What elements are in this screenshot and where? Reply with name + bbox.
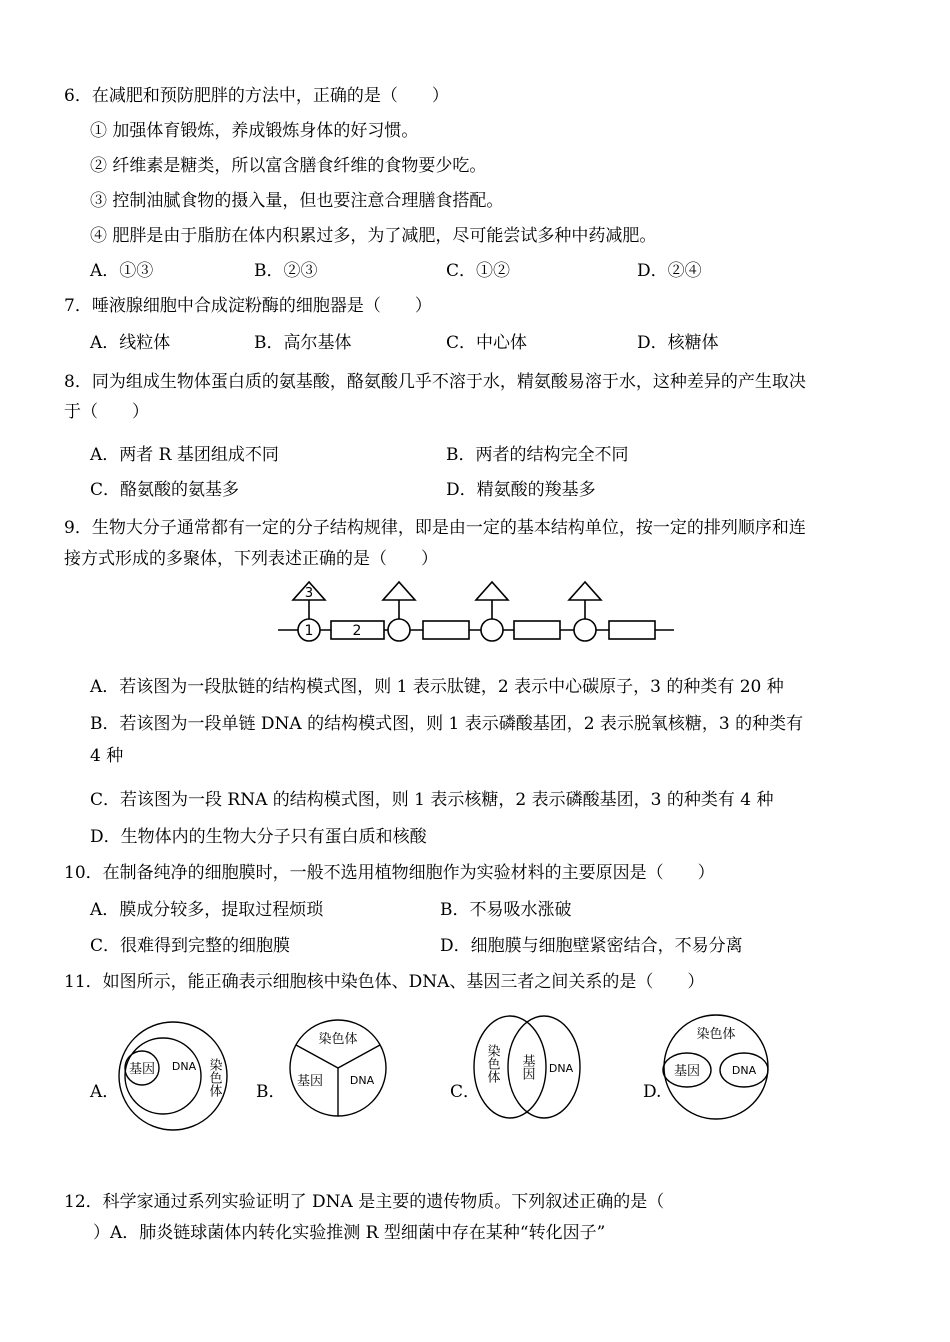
diagram-label-2: 2 [352, 623, 362, 639]
q11-option-c-label: C． [450, 1082, 481, 1102]
q9-option-b-line2: 4 种 [90, 746, 124, 766]
q8-option-b: B．两者的结构完全不同 [446, 445, 629, 465]
q8-option-c: C．酪氨酸的氨基多 [90, 480, 240, 500]
q6-item-4: ④ 肥胖是由于脂肪在体内积累过多，为了减肥，尽可能尝试多种中药减肥。 [90, 226, 657, 246]
q6-option-c: C．①② [446, 261, 511, 281]
q11-option-d-label: D. [643, 1082, 662, 1102]
q9-option-b-line1: B．若该图为一段单链 DNA 的结构模式图，则 1 表示磷酸基团，2 表示脱氧核糖，3 的种类有 [90, 714, 804, 734]
q12-line2: ）A．肺炎链球菌体内转化实验推测 R 型细菌中存在某种“转化因子” [93, 1223, 606, 1243]
pie-b-chromosome-label: 染色体 [318, 1032, 358, 1047]
q10-option-a: A．膜成分较多，提取过程烦琐 [90, 900, 324, 920]
venn-option-a [116, 1020, 232, 1132]
venn-d-chromosome-label: 染色体 [696, 1027, 736, 1042]
venn-d-gene-label: 基因 [673, 1064, 701, 1079]
q6-option-d: D．②④ [637, 261, 702, 281]
venn-option-c [472, 1014, 582, 1120]
q11-option-b-label: B． [256, 1082, 286, 1102]
q10-option-c: C．很难得到完整的细胞膜 [90, 936, 291, 956]
venn-a-gene-label: 基因 [128, 1062, 156, 1077]
q9-option-d: D．生物体内的生物大分子只有蛋白质和核酸 [90, 827, 427, 847]
q6-item-3: ③ 控制油腻食物的摄入量，但也要注意合理膳食搭配。 [90, 191, 504, 211]
q6-item-2: ② 纤维素是糖类，所以富含膳食纤维的食物要少吃。 [90, 156, 487, 176]
q9-stem-line2: 接方式形成的多聚体，下列表述正确的是（ ） [64, 549, 438, 569]
q7-option-c: C．中心体 [446, 333, 528, 353]
q9-option-a: A．若该图为一段肽链的结构模式图，则 1 表示肽键，2 表示中心碳原子，3 的种类有 20 种 [90, 677, 784, 697]
q7-option-a: A．线粒体 [90, 333, 171, 353]
q8-stem-line1: 8．同为组成生物体蛋白质的氨基酸，酪氨酸几乎不溶于水，精氨酸易溶于水，这种差异的产生取决 [64, 372, 806, 392]
venn-a-dna-label: DNA [171, 1060, 197, 1073]
q6-item-1: ① 加强体育锻炼，养成锻炼身体的好习惯。 [90, 121, 419, 141]
diagram-label-3: 3 [304, 586, 314, 601]
q8-option-d: D．精氨酸的羧基多 [446, 480, 596, 500]
venn-c-gene-label: 基因 [519, 1054, 535, 1080]
q6-option-a: A．①③ [90, 261, 154, 281]
q10-stem: 10．在制备纯净的细胞膜时，一般不选用植物细胞作为实验材料的主要原因是（ ） [64, 863, 715, 883]
q9-stem-line1: 9．生物大分子通常都有一定的分子结构规律，即是由一定的基本结构单位，按一定的排列顺序和连 [64, 518, 806, 538]
q11-option-a-label: A． [90, 1082, 120, 1102]
q8-stem-line2: 于（ ） [64, 402, 149, 422]
q12-stem: 12．科学家通过系列实验证明了 DNA 是主要的遗传物质。下列叙述正确的是（ [64, 1192, 665, 1212]
q7-option-d: D．核糖体 [637, 333, 719, 353]
polymer-chain-diagram [270, 578, 680, 648]
q10-option-d: D．细胞膜与细胞壁紧密结合，不易分离 [440, 936, 743, 956]
venn-option-d [660, 1014, 772, 1120]
q9-option-c: C．若该图为一段 RNA 的结构模式图，则 1 表示核糖，2 表示磷酸基团，3 的种类有 4 种 [90, 790, 774, 810]
q11-stem: 11．如图所示，能正确表示细胞核中染色体、DNA、基因三者之间关系的是（ ） [64, 972, 705, 992]
q7-stem: 7．唾液腺细胞中合成淀粉酶的细胞器是（ ） [64, 296, 432, 316]
q10-option-b: B．不易吸水涨破 [440, 900, 572, 920]
venn-c-dna-label: DNA [548, 1062, 574, 1075]
q6-option-b: B．②③ [254, 261, 318, 281]
chain-unit-2 [383, 582, 469, 641]
pie-b-dna-label: DNA [349, 1074, 375, 1087]
venn-c-chromosome-label: 染色体 [484, 1044, 500, 1083]
venn-a-chromosome-label: 染色体 [206, 1058, 222, 1097]
q6-stem: 6．在减肥和预防肥胖的方法中，正确的是（ ） [64, 86, 449, 106]
venn-d-dna-label: DNA [731, 1064, 757, 1077]
pie-b-gene-label: 基因 [296, 1074, 324, 1089]
q7-option-b: B．高尔基体 [254, 333, 352, 353]
q8-option-a: A．两者 R 基团组成不同 [90, 445, 279, 465]
pie-option-b [282, 1018, 394, 1118]
chain-unit-4 [569, 582, 655, 641]
chain-unit-3 [476, 582, 560, 641]
diagram-label-1: 1 [304, 623, 314, 639]
